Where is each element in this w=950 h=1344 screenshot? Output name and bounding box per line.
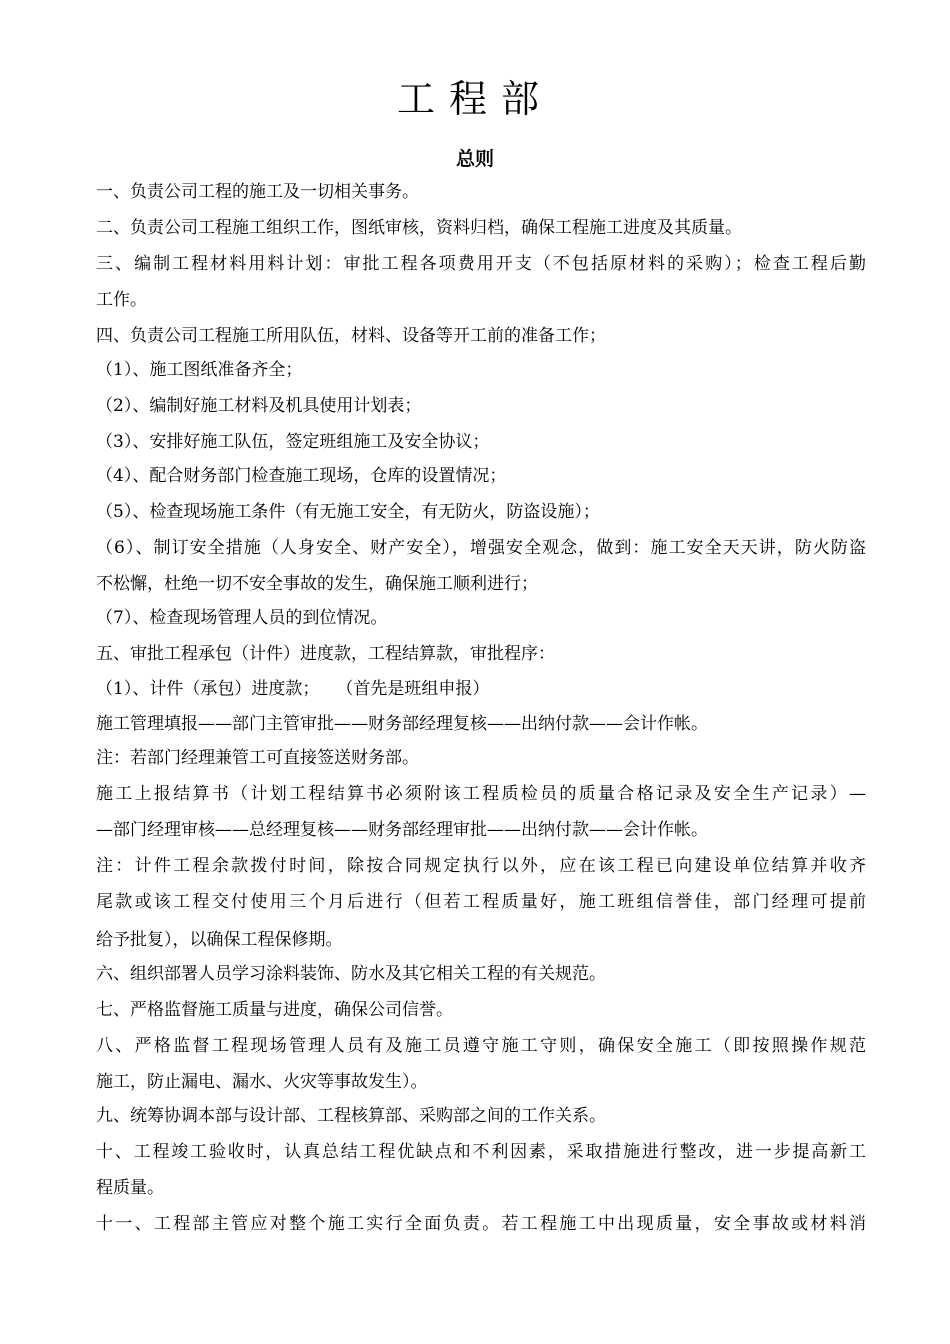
- paragraph-line: 工作。: [96, 290, 147, 310]
- paragraph-line: 程质量。: [96, 1178, 164, 1198]
- paragraph-line: 施工管理填报——部门主管审批——财务部经理复核——出纳付款——会计作帐。: [96, 714, 708, 734]
- list-item: 不松懈，杜绝一切不安全事故的发生，确保施工顺利进行；: [96, 574, 538, 594]
- list-item: （7）、检查现场管理人员的到位情况。: [96, 608, 388, 628]
- paragraph-line: 尾款或该工程交付使用三个月后进行（但若工程质量好，施工班组信誉佳，部门经理可提前: [96, 892, 866, 912]
- paragraph-line: 十一、工程部主管应对整个施工实行全面负责。若工程施工中出现质量，安全事故或材料消: [96, 1214, 866, 1234]
- paragraph-line: 施工上报结算书（计划工程结算书必须附该工程质检员的质量合格记录及安全生产记录）—: [96, 784, 866, 804]
- paragraph-line: —部门经理审核——总经理复核——财务部经理审批——出纳付款——会计作帐。: [96, 820, 708, 840]
- list-item: （5）、检查现场施工条件（有无施工安全，有无防火，防盗设施）；: [96, 502, 600, 522]
- paragraph-line: 给予批复），以确保工程保修期。: [96, 930, 343, 950]
- list-item: （4）、配合财务部门检查施工现场，仓库的设置情况；: [96, 466, 507, 486]
- paragraph-line: 六、组织部署人员学习涂料装饰、防水及其它相关工程的有关规范。: [96, 964, 606, 984]
- note-line: 注：若部门经理兼管工可直接签送财务部。: [96, 748, 419, 768]
- paragraph-line: 十、工程竣工验收时，认真总结工程优缺点和不利因素，采取措施进行整改，进一步提高新工: [96, 1142, 866, 1162]
- paragraph-line: 七、严格监督施工质量与进度，确保公司信誉。: [96, 1000, 453, 1020]
- document-title: 工程部: [396, 77, 553, 121]
- paragraph-line: 四、负责公司工程施工所用队伍，材料、设备等开工前的准备工作；: [96, 326, 606, 346]
- list-item: （3）、安排好施工队伍，签定班组施工及安全协议；: [96, 432, 490, 452]
- section-heading: 总则: [455, 148, 494, 170]
- paragraph-line: 施工，防止漏电、漏水、火灾等事故发生）。: [96, 1072, 428, 1092]
- paragraph-line: 二、负责公司工程施工组织工作，图纸审核，资料归档，确保工程施工进度及其质量。: [96, 218, 742, 238]
- list-item: （1）、计件（承包）进度款； （首先是班组申报）: [96, 679, 490, 699]
- paragraph-line: 九、统筹协调本部与设计部、工程核算部、采购部之间的工作关系。: [96, 1106, 606, 1126]
- list-item: （6）、制订安全措施（人身安全、财产安全），增强安全观念，做到：施工安全天天讲，防火防盗: [96, 538, 866, 558]
- paragraph-line: 一、负责公司工程的施工及一切相关事务。: [96, 182, 419, 202]
- list-item: （1）、施工图纸准备齐全；: [96, 360, 303, 380]
- paragraph-line: 五、审批工程承包（计件）进度款，工程结算款，审批程序：: [96, 644, 555, 664]
- paragraph-line: 三、编制工程材料用料计划：审批工程各项费用开支（不包括原材料的采购）；检查工程后勤: [96, 254, 866, 274]
- list-item: （2）、编制好施工材料及机具使用计划表；: [96, 396, 422, 416]
- note-line: 注：计件工程余款拨付时间，除按合同规定执行以外，应在该工程已向建设单位结算并收齐: [96, 856, 866, 876]
- paragraph-line: 八、严格监督工程现场管理人员有及施工员遵守施工守则，确保安全施工（即按照操作规范: [96, 1036, 866, 1056]
